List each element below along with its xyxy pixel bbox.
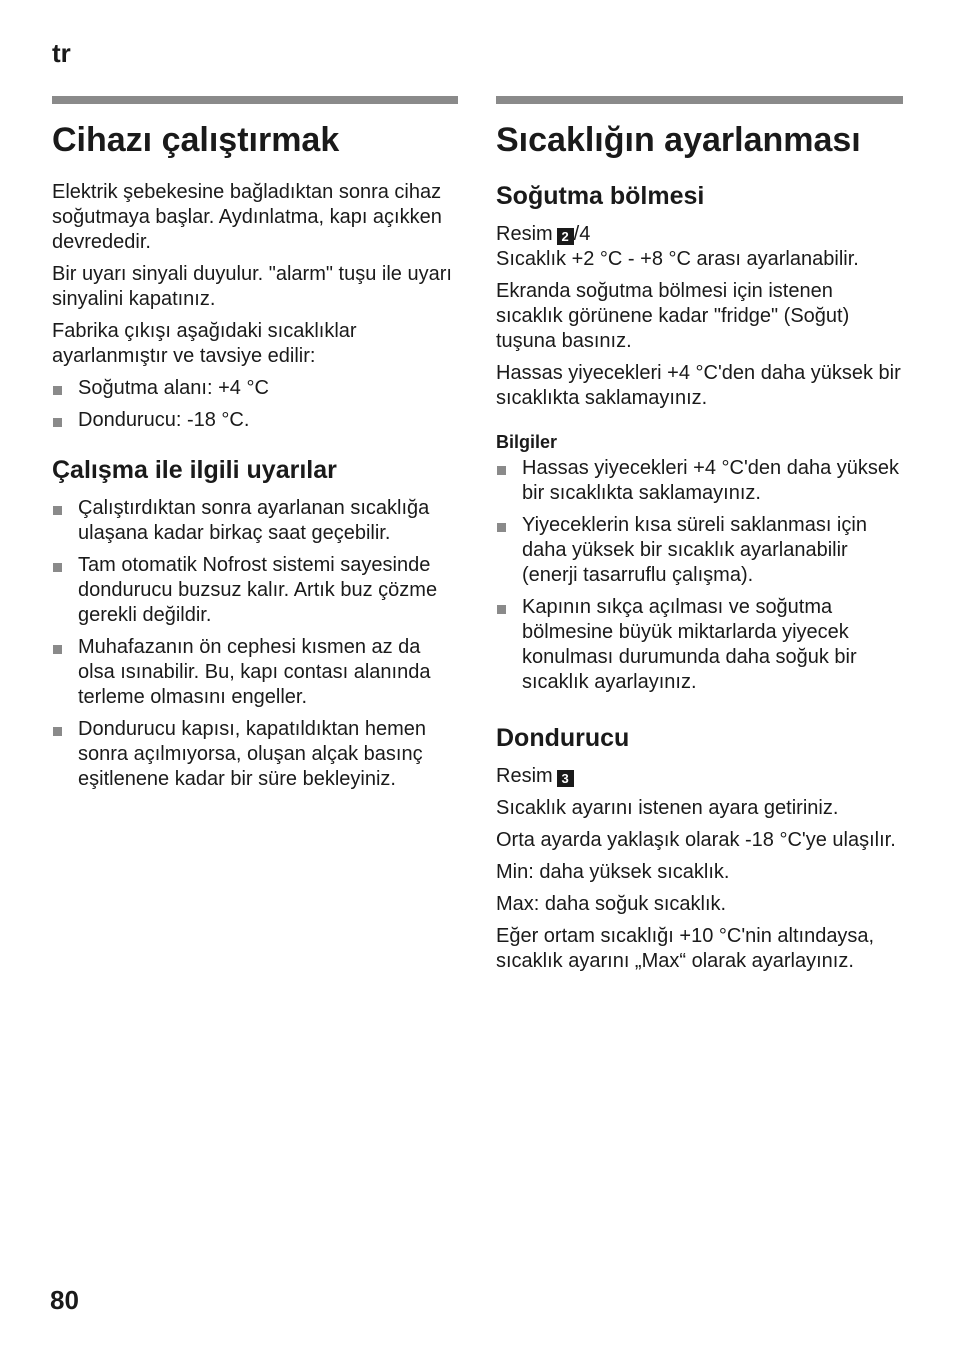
operating-notes-list (52, 496, 458, 792)
bullet-icon (53, 563, 62, 572)
list-item: Dondurucu: -18 °C. (52, 408, 458, 433)
figure-number-badge: 3 (557, 770, 574, 787)
left-column (52, 96, 458, 799)
paragraph-middle-setting: Orta ayarda yaklaşık olarak -18 °C'ye ulaşılır. (496, 829, 896, 851)
bullet-icon (53, 645, 62, 654)
subsection-title-notes: Çalışma ile ilgili uyarılar (52, 456, 337, 484)
figure-ref-fridge: Resim 2 /4 (496, 223, 591, 245)
paragraph-range: Sıcaklık +2 °C - +8 °C arası ayarlanabilir. (496, 248, 859, 270)
figure-number-badge: 2 (557, 228, 574, 245)
paragraph-alarm: Bir uyarı sinyali duyulur. "alarm" tuşu ile uyarı sinyalini kapatınız. (52, 263, 452, 310)
bullet-icon (53, 386, 62, 395)
subsection-title-fridge: Soğutma bölmesi (496, 182, 705, 210)
paragraph-factory: Fabrika çıkışı aşağıdaki sıcaklıklar ayarlanmıştır ve tavsiye edilir: (52, 320, 357, 367)
section-title-temperature: Sıcaklığın ayarlanması (496, 121, 861, 159)
language-code: tr (52, 38, 71, 68)
fridge-notes-list (496, 456, 903, 695)
bullet-icon (53, 506, 62, 515)
paragraph-sensitive-food: Hassas yiyecekleri +4 °C'den daha yüksek bir sıcaklıkta saklamayınız. (496, 362, 901, 409)
list-item: Yiyeceklerin kısa süreli saklanması için daha yüksek bir sıcaklık ayarlanabilir (enerji tasarruflu çalışma). (496, 513, 903, 588)
list-item: Kapının sıkça açılması ve soğutma bölmesine büyük miktarlarda yiyecek konulması durumunda daha soğuk bir sıcaklık ayarlayınız. (496, 595, 903, 695)
list-item: Hassas yiyecekleri +4 °C'den daha yüksek bir sıcaklıkta saklamayınız. (496, 456, 903, 506)
page-number: 80 (50, 1285, 79, 1315)
notes-title: Bilgiler (496, 432, 558, 452)
paragraph-max: Max: daha soğuk sıcaklık. (496, 893, 727, 915)
bullet-icon (53, 418, 62, 427)
paragraph-min: Min: daha yüksek sıcaklık. (496, 861, 730, 883)
subsection-title-freezer: Dondurucu (496, 724, 630, 752)
section-title-start: Cihazı çalıştırmak (52, 121, 340, 159)
bullet-icon (497, 605, 506, 614)
factory-temps-list (52, 376, 458, 433)
right-column (496, 96, 903, 981)
paragraph-ambient: Eğer ortam sıcaklığı +10 °C'nin altındaysa, sıcaklık ayarını „Max“ olarak ayarlayınız. (496, 925, 875, 972)
paragraph-set-dial: Sıcaklık ayarını istenen ayara getiriniz. (496, 797, 839, 819)
paragraph-power: Elektrik şebekesine bağladıktan sonra cihaz soğutmaya başlar. Aydınlatma, kapı açıkken devrededir. (52, 181, 442, 253)
bullet-icon (497, 466, 506, 475)
list-item: Soğutma alanı: +4 °C (52, 376, 458, 401)
list-item: Muhafazanın ön cephesi kısmen az da olsa ısınabilir. Bu, kapı contası alanında terleme olmasını engeller. (52, 635, 458, 710)
figure-ref-freezer: Resim 3 (496, 764, 903, 789)
paragraph-fridge-button: Ekranda soğutma bölmesi için istenen sıcaklık görünene kadar "fridge" (Soğut) tuşuna basınız. (496, 280, 850, 352)
list-item: Çalıştırdıktan sonra ayarlanan sıcaklığa ulaşana kadar birkaç saat geçebilir. (52, 496, 458, 546)
bullet-icon (53, 727, 62, 736)
section-rule (496, 96, 903, 104)
section-rule (52, 96, 458, 104)
list-item: Tam otomatik Nofrost sistemi sayesinde dondurucu buzsuz kalır. Artık buz çözme gerekli değildir. (52, 553, 458, 628)
list-item: Dondurucu kapısı, kapatıldıktan hemen sonra açılmıyorsa, oluşan alçak basınç eşitlenene kadar bir süre bekleyiniz. (52, 717, 458, 792)
bullet-icon (497, 523, 506, 532)
